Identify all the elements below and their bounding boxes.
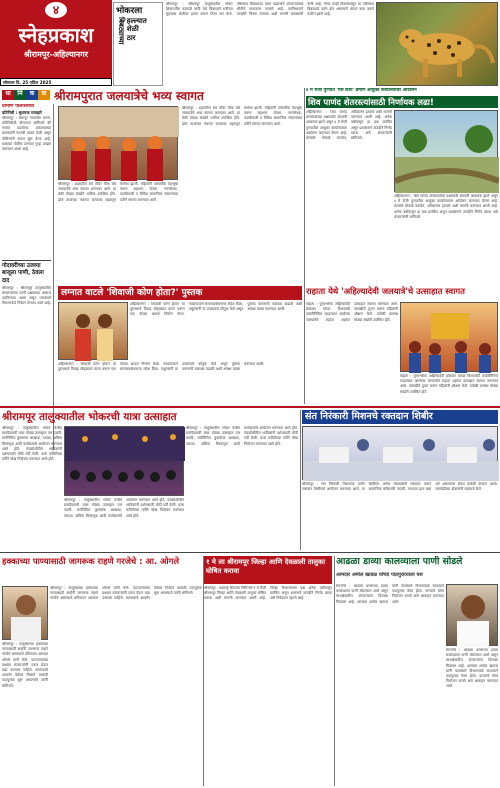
- portrait-illustration: [3, 587, 49, 641]
- headline-district: १ मे ला श्रीरामपूर जिल्हा आणि देवळाली तालुका घोषित करावा: [204, 556, 332, 584]
- headline-shivaji: लग्नात वाटले 'शिवाजी कोण होता?' पुस्तक: [58, 286, 302, 300]
- leopard-illustration: [377, 3, 499, 87]
- masthead-subtitle: श्रीरामपूर-अहिल्यानगर: [23, 50, 88, 59]
- headline-rahata: राहाता येथे 'अहिल्यादेवी जलयात्रे'चे उत्साहात स्वागत: [306, 286, 465, 296]
- wedding-photo: [58, 302, 128, 360]
- jalyatra-photo: [58, 106, 178, 180]
- story-bhokar-text-2: श्रीरामपूर : तालुक्यातील भोकर येथील ग्रामदैवताची यात्रा मोठ्या उत्साहात पार पडली. यात्रेनिमित्त कुस्त्यांचा आखाडा, तमाशा, छबिना मिरवणूक आदी कार्यक्रमांचे आयोजन करण्यात आले होते. पंचक्रोशीतील भाविकांनी दर्शनासाठी मोठी गर्दी केली. यात्रा कमिटीच्या वतीने चोख नियोजन करण्यात आले होते.: [186, 426, 298, 446]
- story-jalyatra-text-2: श्रीरामपूर : शहरातील राम मंदिर चौक येथे जलयात्रेचे भव्य स्वागत करण्यात आले. या वेळी मोठ्या संख्येने भाविक उपस्थित होते. ढोल ताशांच्या गजरात जलयात्रा शहरातून मार्गस्थ झाली. महिलांनी पारंपारिक वेशभूषा करून सहभाग घेतला. नगरसेवक, पदाधिकारी व विविध सामाजिक संघटनांच्या वतीने स्वागत करण्यात आले.: [58, 182, 178, 202]
- headline-bhokar: श्रीरामपूर तालुक्यातील भोकरची यात्रा उत्साहात: [2, 411, 177, 423]
- crowd-illustration: [59, 107, 179, 181]
- column-rule: [300, 410, 301, 550]
- story-bhokar-text: श्रीरामपूर : तालुक्यातील भोकर येथील ग्रामदैवताची यात्रा मोठ्या उत्साहात पार पडली. यात्रेनिमित्त कुस्त्यांचा आखाडा, तमाशा, छबिना मिरवणूक आदी कार्यक्रमांचे आयोजन करण्यात आले होते. पंचक्रोशीतील भाविकांनी दर्शनासाठी मोठी गर्दी केली. यात्रा कमिटीच्या वतीने चोख नियोजन करण्यात आले होते.: [2, 426, 62, 462]
- section-tag: धा र्मि क वा: [2, 90, 52, 100]
- divider-2: [0, 552, 500, 553]
- story-rahata-text: राहाता : पुण्यश्लोक अहिल्यादेवी होळकर यांच्या त्रिशताब्दी जयंतीनिमित्त काढण्यात आलेल्या जलयात्रेचे राहाता शहरात उत्साहात स्वागत करण्यात आले. पालखीचे पूजन करून महिलांनी औक्षण केले. यावेळी ग्रामस्थ मोठ्या संख्येने उपस्थित होते.: [306, 302, 398, 322]
- column-rule: [304, 88, 305, 404]
- column-rule: [203, 556, 204, 786]
- blood-camp-illustration: [303, 427, 499, 481]
- palkhi-illustration: [401, 303, 499, 373]
- headline-water: हक्काच्या पाण्यासाठी जागरूक राहणे गरजेचे : आ. ओगले: [2, 556, 180, 566]
- kicker-canal: आमदार अमोल खताळ यांच्या पाठपुराव्याला यश: [336, 572, 423, 578]
- kicker-right: ४ मे रोजी पुण्यात 'पैस काय' प्रमाणे आयुक्त कार्यालयावर आंदोलन: [306, 88, 417, 93]
- story-bhokar-text-3: श्रीरामपूर : तालुक्यातील भोकर येथील ग्रामदैवताची यात्रा मोठ्या उत्साहात पार पडली. यात्रेनिमित्त कुस्त्यांचा आखाडा, तमाशा, छबिना मिरवणूक आदी कार्यक्रमांचे आयोजन करण्यात आले होते. पंचक्रोशीतील भाविकांनी दर्शनासाठी मोठी गर्दी केली. यात्रा कमिटीच्या वतीने चोख नियोजन करण्यात आले होते.: [64, 498, 184, 518]
- top-headline: भोकरला बिबट्याच्या हल्ल्यात शेळी ठार: [113, 2, 163, 86]
- headline-shivpanand: शिव पाणंद शेतरस्त्यांसाठी निर्णायक लढा!: [306, 96, 498, 108]
- khatal-photo: [446, 584, 498, 646]
- date-line: सोमवार दि. 25 एप्रिल 2025: [0, 78, 112, 86]
- masthead-title: स्नेहप्रकाश: [18, 23, 94, 47]
- story-canal-text-2: संगमनेर : आढळा धरणाच्या डाव्या कालव्याला पाणी सोडण्यात आले असून लाभक्षेत्रातील शेतकऱ्यांना दिलासा मिळाला आहे. आमदार अमोल खताळ यांनी पाटबंधारे विभागाकडे सातत्याने पाठपुरावा केला होता. पाण्याचे योग्य नियोजन करावे असे आवाहन करण्यात आले.: [446, 648, 498, 689]
- page-number: ४: [45, 2, 67, 18]
- story-nirankari-text: श्रीरामपूर : संत निरंकारी मिशनच्या वतीने रक्तदान शिबीराचे आयोजन करण्यात आले. या शिबीरात अनेक सेवादारांनी रक्तदान करून सामाजिक बांधिलकी जपली. मानवता हाच खरा धर्म असल्याचा संदेश यावेळी देण्यात आला. रक्तपेढीच्या डॉक्टरांनी सहकार्य केले.: [302, 482, 498, 492]
- portrait-illustration-2: [447, 585, 499, 647]
- sub-headline-godavari: गोदावरीच्या उजव्या बाजूला पाणी, ठेवला दाद: [2, 260, 51, 286]
- story-water-text: श्रीरामपूर : तालुक्याच्या हक्काच्या पाण्यासाठी सर्वांनी जागरूक राहणे गरजेचे असल्याचे प्रतिपादन आमदार ओगले यांनी केले. पाटपाण्याच्या प्रश्नावर शेतकऱ्यांनी एकत्र येऊन लढा उभारला पाहिजे. कालव्याचे आवर्तन वेळेवर मिळावे यासाठी पाठपुरावा सुरू असल्याचे त्यांनी सांगितले.: [50, 586, 202, 601]
- story-shivaji-text: अहिल्यानगर : शिवाजी कोण होता? या पुस्तकाचे विवाह सोहळ्यात वाटप करून एक वेगळा आदर्श निर्माण केला. नवदांपत्याने समाजप्रबोधनाचा संदेश दिला. पाहुण्यांनी या उपक्रमाचे कौतुक केले असून पुस्तक वाचनाची चळवळ वाढावी अशी अपेक्षा व्यक्त करण्यात आली.: [130, 302, 302, 317]
- headline-jalyatra: श्रीरामपुरात जलयात्रेचे भव्य स्वागत: [54, 89, 204, 103]
- headline-nirankari: संत निरंकारी मिशनचे रक्तदान शिबीर: [302, 410, 498, 424]
- masthead: [0, 0, 112, 78]
- story-water-text-2: श्रीरामपूर : तालुक्याच्या हक्काच्या पाण्यासाठी सर्वांनी जागरूक राहणे गरजेचे असल्याचे प्रतिपादन आमदार ओगले यांनी केले. पाटपाण्याच्या प्रश्नावर शेतकऱ्यांनी एकत्र येऊन लढा उभारला पाहिजे. कालव्याचे आवर्तन वेळेवर मिळावे यासाठी पाठपुरावा सुरू असल्याचे त्यांनी सांगितले.: [2, 642, 48, 688]
- mla-photo: [2, 586, 48, 640]
- story-district-text: श्रीरामपूर : महाराष्ट्र दिनाच्या निमित्ताने १ मे रोजी श्रीरामपूर जिल्हा आणि देवळाली तालुका घोषित करावा अशी मागणी करण्यात आली आहे. जिल्हा विभाजनाचा प्रश्न अनेक वर्षांपासून प्रलंबित असून शासनाने तातडीने निर्णय घ्यावा असे निवेदनात म्हटले आहे.: [204, 586, 332, 601]
- headline-canal: आढळा डाव्या कालव्याला पाणी सोडले: [336, 556, 463, 567]
- story-shivpanand-text-2: अहिल्यानगर : शिव पाणंद शेतरस्त्यांच्या प्रश्नासाठी शेतकरी आक्रमक झाले असून ४ मे रोजी पुण्यातील आयुक्त कार्यालयावर आंदोलन करण्यात येणार आहे. शेतरस्ते मोकळे करावेत, अतिक्रमण हटवावे अशी मागणी करण्यात आली आहे. अनेक वर्षांपासून हा प्रश्न प्रलंबित असून प्रशासनाने तातडीने निर्णय घ्यावा असे शेतकऱ्यांनी सांगितले.: [394, 194, 498, 219]
- story-rahata-text-2: राहाता : पुण्यश्लोक अहिल्यादेवी होळकर यांच्या त्रिशताब्दी जयंतीनिमित्त काढण्यात आलेल्या जलयात्रेचे राहाता शहरात उत्साहात स्वागत करण्यात आले. पालखीचे पूजन करून महिलांनी औक्षण केले. यावेळी ग्रामस्थ मोठ्या संख्येने उपस्थित होते.: [400, 374, 498, 394]
- bhokar-photo: [64, 426, 184, 496]
- column-rule: [334, 556, 335, 786]
- field-illustration: [395, 111, 499, 193]
- divider: [0, 406, 500, 408]
- story-canal-text: संगमनेर : आढळा धरणाच्या डाव्या कालव्याला पाणी सोडण्यात आले असून लाभक्षेत्रातील शेतकऱ्यांना दिलासा मिळाला आहे. आमदार अमोल खताळ यांनी पाटबंधारे विभागाकडे सातत्याने पाठपुरावा केला होता. पाण्याचे योग्य नियोजन करावे असे आवाहन करण्यात आले.: [336, 584, 444, 604]
- story-shivpanand-text: अहिल्यानगर : शिव पाणंद शेतरस्त्यांच्या प्रश्नासाठी शेतकरी आक्रमक झाले असून ४ मे रोजी पुण्यातील आयुक्त कार्यालयावर आंदोलन करण्यात येणार आहे. शेतरस्ते मोकळे करावेत, अतिक्रमण हटवावे अशी मागणी करण्यात आली आहे. अनेक वर्षांपासून हा प्रश्न प्रलंबित असून प्रशासनाने तातडीने निर्णय घ्यावा असे शेतकऱ्यांनी सांगितले.: [306, 110, 392, 141]
- story-jalyatra-text: श्रीरामपूर : शहरातील राम मंदिर चौक येथे जलयात्रेचे भव्य स्वागत करण्यात आले. या वेळी मोठ्या संख्येने भाविक उपस्थित होते. ढोल ताशांच्या गजरात जलयात्रा शहरातून मार्गस्थ झाली. महिलांनी पारंपारिक वेशभूषा करून सहभाग घेतला. नगरसेवक, पदाधिकारी व विविध सामाजिक संघटनांच्या वतीने स्वागत करण्यात आले.: [182, 106, 302, 126]
- rahata-photo: [400, 302, 498, 372]
- stage-illustration: [65, 427, 185, 497]
- couple-illustration: [59, 303, 129, 361]
- top-story-text: श्रीरामपूर : श्रीरामपूर तालुक्यातील भोकर शिवारातील वडांगळे वस्ती येथे बिबट्याने रात्रीच्या सुमारास शेळीवर हल्ला करून तिला ठार केले. परिसरात बिबट्याचा वावर वाढल्याने शेतकऱ्यांमध्ये भीतीचे वातावरण पसरले आहे. वनविभागाने तातडीने पिंजरा लावावा अशी मागणी ग्रामस्थांनी केली आहे. गेल्या काही दिवसांपासून या परिसरात बिबट्याचे दर्शन होत असल्याने शेतात काम करणे कठीण झाले आहे.: [166, 2, 374, 17]
- story-shivaji-text-2: अहिल्यानगर : शिवाजी कोण होता? या पुस्तकाचे विवाह सोहळ्यात वाटप करून एक वेगळा आदर्श निर्माण केला. नवदांपत्याने समाजप्रबोधनाचा संदेश दिला. पाहुण्यांनी या उपक्रमाचे कौतुक केले असून पुस्तक वाचनाची चळवळ वाढावी अशी अपेक्षा व्यक्त करण्यात आली.: [58, 362, 265, 372]
- leopard-photo: [376, 2, 498, 86]
- left-column: ग्रामीण पोलीसांच्या प्रतिनिधी : सुधारक व्यवहारे श्रीरामपूर : बेलापूर गावातील घटना. प्रतिनिधीशी बोलताना सांगितले की गावात घडलेल्या प्रकाराबाबत ग्रामस्थांनी नाराजी व्यक्त केली असून पोलिसांनी तपास सुरू केला आहे. याबाबत पोलीस ठाण्यात गुन्हा दाखल करण्यात आला आहे. गोदावरीच्या उजव्या बाजूला पाणी, ठेवला दाद श्रीरामपूर : श्रीरामपूर तालुक्यातील शेतकऱ्यांच्या पाणी प्रश्नाबाबत आवाज उठविण्यात आला असून पाटबंधारे विभागाकडे निवेदन देण्यात आले आहे.: [2, 104, 54, 450]
- nirankari-photo: [302, 426, 498, 480]
- field-photo: [394, 110, 498, 192]
